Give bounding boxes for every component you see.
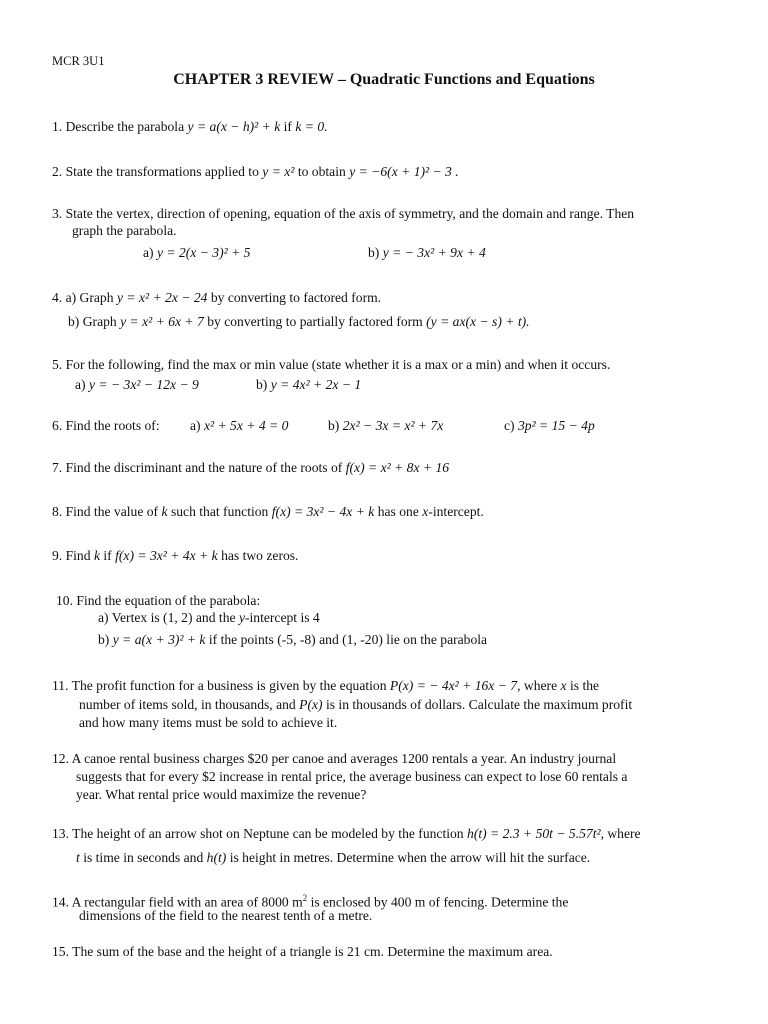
q2-text: 2. State the transformations applied to <box>52 164 259 179</box>
question-4-part-a <box>52 289 381 306</box>
q8-k: k <box>161 504 168 519</box>
q1-condition: k = 0. <box>295 119 328 134</box>
question-9 <box>52 547 298 564</box>
q11-line2-post: is in thousands of dollars. Calculate the maximum profit <box>325 697 633 712</box>
q10a-y: y <box>238 610 245 625</box>
q1-text: 1. Describe the parabola <box>52 119 185 134</box>
course-code: MCR 3U1 <box>52 54 105 68</box>
question-13-line-2 <box>76 849 590 866</box>
question-11-line-1 <box>52 677 599 694</box>
q3b-equation: y = − 3x² + 9x + 4 <box>382 245 486 260</box>
question-1 <box>52 118 328 135</box>
question-12-line-3: year. What rental price would maximize the revenue? <box>76 787 367 802</box>
question-6-part-b <box>328 417 443 434</box>
q8-pre: 8. Find the value of <box>52 504 159 519</box>
q10b-label: b) <box>98 632 110 647</box>
question-2 <box>52 163 459 180</box>
q4a-label: 4. a) Graph <box>52 290 114 305</box>
q6b-label: b) <box>328 418 340 433</box>
q7-text: 7. Find the discriminant and the nature of the roots of <box>52 460 343 475</box>
q10b-equation: y = a(x + 3)² + k <box>112 632 206 647</box>
q11-px: P(x) <box>299 697 323 712</box>
q6b-equation: 2x² − 3x = x² + 7x <box>342 418 444 433</box>
q8-rest-post: -intercept. <box>428 504 484 519</box>
q13-t: t <box>76 850 80 865</box>
q8-equation: f(x) = 3x² − 4x + k <box>271 504 375 519</box>
q14-line1-post: is enclosed by 400 m of fencing. Determine the <box>310 894 569 910</box>
q6c-label: c) <box>504 418 515 433</box>
q6a-label: a) <box>190 418 201 433</box>
q4a-equation: y = x² + 2x − 24 <box>116 290 208 305</box>
question-6-part-c <box>504 417 595 434</box>
q9-pre: 9. Find <box>52 548 91 563</box>
question-8 <box>52 503 484 520</box>
question-4-part-b <box>68 313 530 330</box>
q3a-label: a) <box>143 245 154 260</box>
q8-mid: such that function <box>170 504 269 519</box>
q3b-label: b) <box>368 245 380 260</box>
question-11-line-3: and how many items must be sold to achieve it. <box>79 715 338 730</box>
q6a-equation: x² + 5x + 4 = 0 <box>203 418 289 433</box>
q10a-post: -intercept is 4 <box>244 610 320 625</box>
q11-line1-post-b: is the <box>569 678 600 693</box>
q9-mid: if <box>103 548 112 563</box>
question-10-part-b <box>98 631 487 648</box>
q13-ht: h(t) <box>206 850 227 865</box>
question-12-line-1: 12. A canoe rental business charges $20 per canoe and averages 1200 rentals a year. An industry journal <box>52 751 617 766</box>
q5b-label: b) <box>256 377 268 392</box>
q2-mid: to obtain <box>297 164 346 179</box>
q11-line2-pre: number of items sold, in thousands, and <box>79 697 296 712</box>
question-5-part-a <box>75 376 199 393</box>
q5b-equation: y = 4x² + 2x − 1 <box>270 377 362 392</box>
question-10-line-1: 10. Find the equation of the parabola: <box>56 593 261 608</box>
q10b-rest: if the points (-5, -8) and (1, -20) lie on the parabola <box>208 632 488 647</box>
q11-line1-pre: 11. The profit function for a business is given by the equation <box>52 678 387 693</box>
q8-rest-pre: has one <box>377 504 419 519</box>
question-12-line-2: suggests that for every $2 increase in rental price, the average business can expect to lose 60 rentals a <box>76 769 628 784</box>
q2-equation-2: y = −6(x + 1)² − 3 . <box>349 164 459 179</box>
q1-cond-pre: if <box>283 119 292 134</box>
question-6-part-a <box>190 417 288 434</box>
q4a-rest: by converting to factored form. <box>210 290 382 305</box>
question-6-text: 6. Find the roots of: <box>52 418 160 433</box>
q4b-rest: by converting to partially factored form <box>207 314 423 329</box>
q4b-form: (y = ax(x − s) + t). <box>426 314 530 329</box>
question-5-part-b <box>256 376 361 393</box>
question-10-part-a <box>98 609 320 626</box>
question-3-line-1: 3. State the vertex, direction of opening, equation of the axis of symmetry, and the domain and range. Then <box>52 206 635 221</box>
question-13-line-1 <box>52 825 641 842</box>
question-7 <box>52 459 449 476</box>
q14-line1-pre: 14. A rectangular field with an area of 8000 m <box>52 894 303 910</box>
q10a-pre: a) Vertex is (1, 2) and the <box>98 610 236 625</box>
q5a-label: a) <box>75 377 86 392</box>
question-14-line-2: dimensions of the field to the nearest tenth of a metre. <box>79 908 373 923</box>
question-3-line-2: graph the parabola. <box>72 223 177 238</box>
q14-sup: 2 <box>302 893 308 903</box>
q9-equation: f(x) = 3x² + 4x + k <box>115 548 218 563</box>
q2-equation-1: y = x² <box>262 164 295 179</box>
question-15: 15. The sum of the base and the height of a triangle is 21 cm. Determine the maximum area. <box>52 944 553 959</box>
q5a-equation: y = − 3x² − 12x − 9 <box>88 377 199 392</box>
q13-line2-mid: is time in seconds and <box>83 850 204 865</box>
question-11-line-2 <box>79 696 632 713</box>
page-title: CHAPTER 3 REVIEW – Quadratic Functions and Equations <box>173 71 595 88</box>
question-3-part-b <box>368 244 486 261</box>
q6c-equation: 3p² = 15 − 4p <box>517 418 595 433</box>
q9-k: k <box>93 548 100 563</box>
q3a-equation: y = 2(x − 3)² + 5 <box>156 245 251 260</box>
q8-x: x <box>422 504 429 519</box>
q11-equation: P(x) = − 4x² + 16x − 7 <box>389 678 518 693</box>
q4b-equation: y = x² + 6x + 7 <box>120 314 204 329</box>
q13-line2-post: is height in metres. Determine when the arrow will hit the surface. <box>229 850 591 865</box>
q1-equation: y = a(x − h)² + k <box>187 119 281 134</box>
q11-x: x <box>560 678 567 693</box>
q13-equation: h(t) = 2.3 + 50t − 5.57t² <box>467 826 601 841</box>
q7-equation: f(x) = x² + 8x + 16 <box>345 460 450 475</box>
q9-rest: has two zeros. <box>221 548 299 563</box>
question-3-part-a <box>143 244 250 261</box>
q4b-label: b) Graph <box>68 314 117 329</box>
q13-line1-pre: 13. The height of an arrow shot on Neptune can be modeled by the function <box>52 826 464 841</box>
question-5-line-1: 5. For the following, find the max or min value (state whether it is a max or a min) and when it occurs. <box>52 357 611 372</box>
q13-line1-post: , where <box>600 826 641 841</box>
q11-line1-post-a: , where <box>517 678 558 693</box>
